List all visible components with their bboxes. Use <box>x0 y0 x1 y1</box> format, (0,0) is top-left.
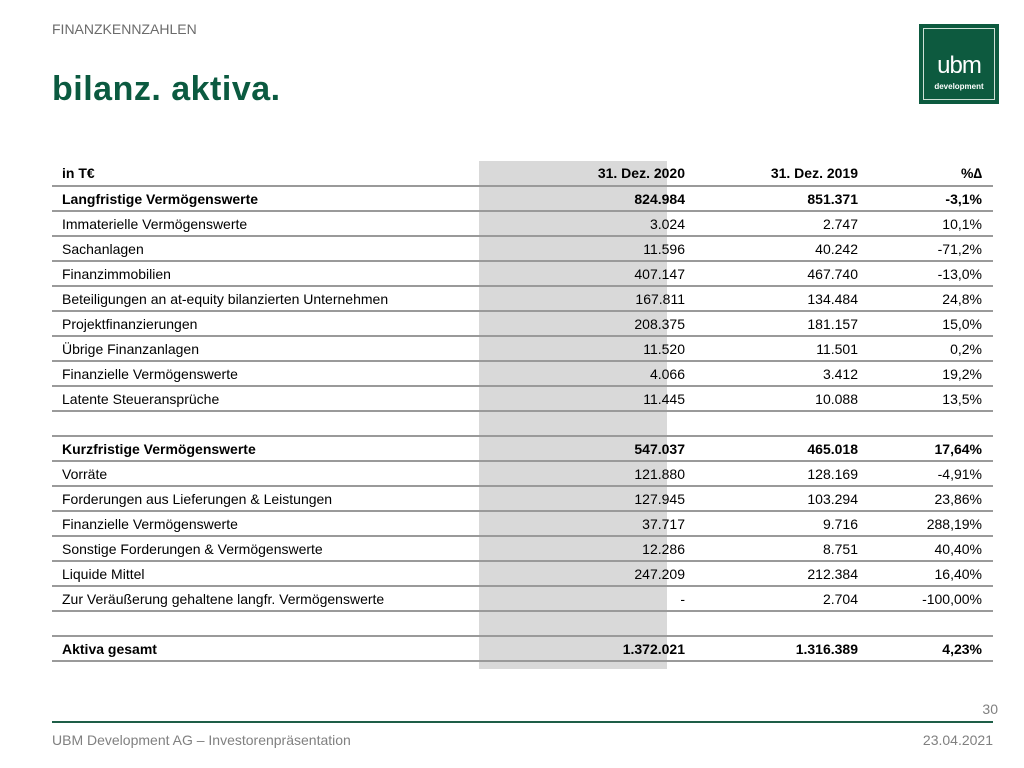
row-label: Forderungen aus Lieferungen & Leistungen <box>62 490 333 507</box>
value-2019: 103.294 <box>807 490 858 507</box>
value-delta: -3,1% <box>945 190 982 207</box>
value-2019: 851.371 <box>807 190 858 207</box>
footer-company: UBM Development AG – Investorenpräsentation <box>52 732 351 748</box>
logo-subtitle: development <box>934 82 984 91</box>
value-delta: 13,5% <box>942 390 982 407</box>
value-2019 <box>685 612 858 635</box>
row-label: Finanzielle Vermögenswerte <box>62 515 238 532</box>
value-2019: 181.157 <box>807 315 858 332</box>
value-2020: 167.811 <box>635 290 685 307</box>
table-row <box>52 487 993 512</box>
header-delta: %∆ <box>960 165 982 181</box>
subtotal-row <box>52 437 993 462</box>
table-row <box>52 312 993 337</box>
value-2020: 1.372.021 <box>622 640 685 657</box>
subtotal-row <box>52 637 993 662</box>
row-label: Aktiva gesamt <box>62 640 157 657</box>
table-row <box>52 562 993 587</box>
value-2020 <box>479 412 685 435</box>
row-label: Finanzielle Vermögenswerte <box>62 365 238 382</box>
value-delta: 23,86% <box>934 490 982 507</box>
value-2019: 8.751 <box>822 540 858 557</box>
value-2020: 247.209 <box>634 565 685 582</box>
value-2020: 127.945 <box>634 490 685 507</box>
value-delta: 17,64% <box>934 440 982 457</box>
value-2019: 212.384 <box>807 565 858 582</box>
value-2020: 11.520 <box>643 340 685 357</box>
table-row <box>52 287 993 312</box>
table-row <box>52 337 993 362</box>
value-2020: - <box>680 590 685 607</box>
section-label: FINANZKENNZAHLEN <box>52 21 197 37</box>
spacer-row <box>52 612 993 637</box>
value-2019: 10.088 <box>815 390 858 407</box>
subtotal-row <box>52 187 993 212</box>
header-2019: 31. Dez. 2019 <box>770 165 858 181</box>
value-delta: 16,40% <box>934 565 982 582</box>
value-delta: 19,2% <box>942 365 982 382</box>
row-label: Immaterielle Vermögenswerte <box>62 215 248 232</box>
page-title: bilanz. aktiva. <box>52 70 281 108</box>
value-2020: 37.717 <box>642 515 685 532</box>
value-2020: 824.984 <box>634 190 685 207</box>
value-2020: 208.375 <box>634 315 685 332</box>
row-label: Zur Veräußerung gehaltene langfr. Vermögenswerte <box>62 590 385 607</box>
table-row <box>52 537 993 562</box>
value-2019: 11.501 <box>816 340 858 357</box>
value-2019: 2.704 <box>822 590 858 607</box>
row-label: Latente Steueransprüche <box>62 390 220 407</box>
row-label: Sachanlagen <box>62 240 144 257</box>
value-delta <box>858 612 982 635</box>
value-2019: 134.484 <box>807 290 858 307</box>
value-delta: -13,0% <box>937 265 982 282</box>
value-2020: 11.596 <box>643 240 685 257</box>
table-row <box>52 362 993 387</box>
row-label: Liquide Mittel <box>62 565 145 582</box>
table-row <box>52 587 993 612</box>
balance-sheet-table <box>52 161 993 662</box>
value-2020: 121.880 <box>634 465 685 482</box>
value-2019: 2.747 <box>822 215 858 232</box>
value-2019: 3.412 <box>822 365 858 382</box>
table-row <box>52 462 993 487</box>
row-label: Projektfinanzierungen <box>62 315 198 332</box>
logo-mark: ubm <box>937 52 981 79</box>
table-row <box>52 512 993 537</box>
value-2019: 128.169 <box>807 465 858 482</box>
value-2020 <box>479 612 685 635</box>
value-delta: -100,00% <box>922 590 982 607</box>
value-2019: 467.740 <box>807 265 858 282</box>
value-2019: 1.316.389 <box>795 640 858 657</box>
table-row <box>52 212 993 237</box>
value-delta: 40,40% <box>934 540 982 557</box>
header-2020: 31. Dez. 2020 <box>597 165 685 181</box>
table-row <box>52 262 993 287</box>
value-delta: 4,23% <box>942 640 982 657</box>
value-2020: 407.147 <box>634 265 685 282</box>
value-2019: 9.716 <box>822 515 858 532</box>
row-label: Übrige Finanzanlagen <box>62 340 199 357</box>
row-label: Finanzimmobilien <box>62 265 171 282</box>
value-2020: 4.066 <box>649 365 685 382</box>
spacer-row <box>52 412 993 437</box>
value-delta: 288,19% <box>926 515 982 532</box>
row-label: Beteiligungen an at-equity bilanzierten Unternehmen <box>62 290 389 307</box>
value-2020: 12.286 <box>642 540 685 557</box>
value-2020: 547.037 <box>634 440 685 457</box>
header-label: in T€ <box>62 165 95 181</box>
value-delta: 10,1% <box>942 215 982 232</box>
value-2020: 3.024 <box>649 215 685 232</box>
value-2019: 465.018 <box>807 440 858 457</box>
row-label: Kurzfristige Vermögenswerte <box>62 440 256 457</box>
page-number: 30 <box>982 701 998 717</box>
value-delta <box>858 412 982 435</box>
value-2020: 11.445 <box>643 390 685 407</box>
footer-divider <box>52 721 993 723</box>
table-row <box>52 237 993 262</box>
table-header-row <box>52 161 993 187</box>
value-delta: 24,8% <box>942 290 982 307</box>
value-delta: 15,0% <box>942 315 982 332</box>
row-label: Langfristige Vermögenswerte <box>62 190 259 207</box>
value-delta: -71,2% <box>937 240 982 257</box>
value-2019: 40.242 <box>815 240 858 257</box>
table-body <box>52 187 993 662</box>
row-label: Vorräte <box>62 465 108 482</box>
footer-date: 23.04.2021 <box>922 732 993 748</box>
row-label: Sonstige Forderungen & Vermögenswerte <box>62 540 323 557</box>
table-row <box>52 387 993 412</box>
ubm-logo <box>919 24 999 104</box>
value-delta: 0,2% <box>950 340 982 357</box>
value-2019 <box>685 412 858 435</box>
value-delta: -4,91% <box>937 465 982 482</box>
